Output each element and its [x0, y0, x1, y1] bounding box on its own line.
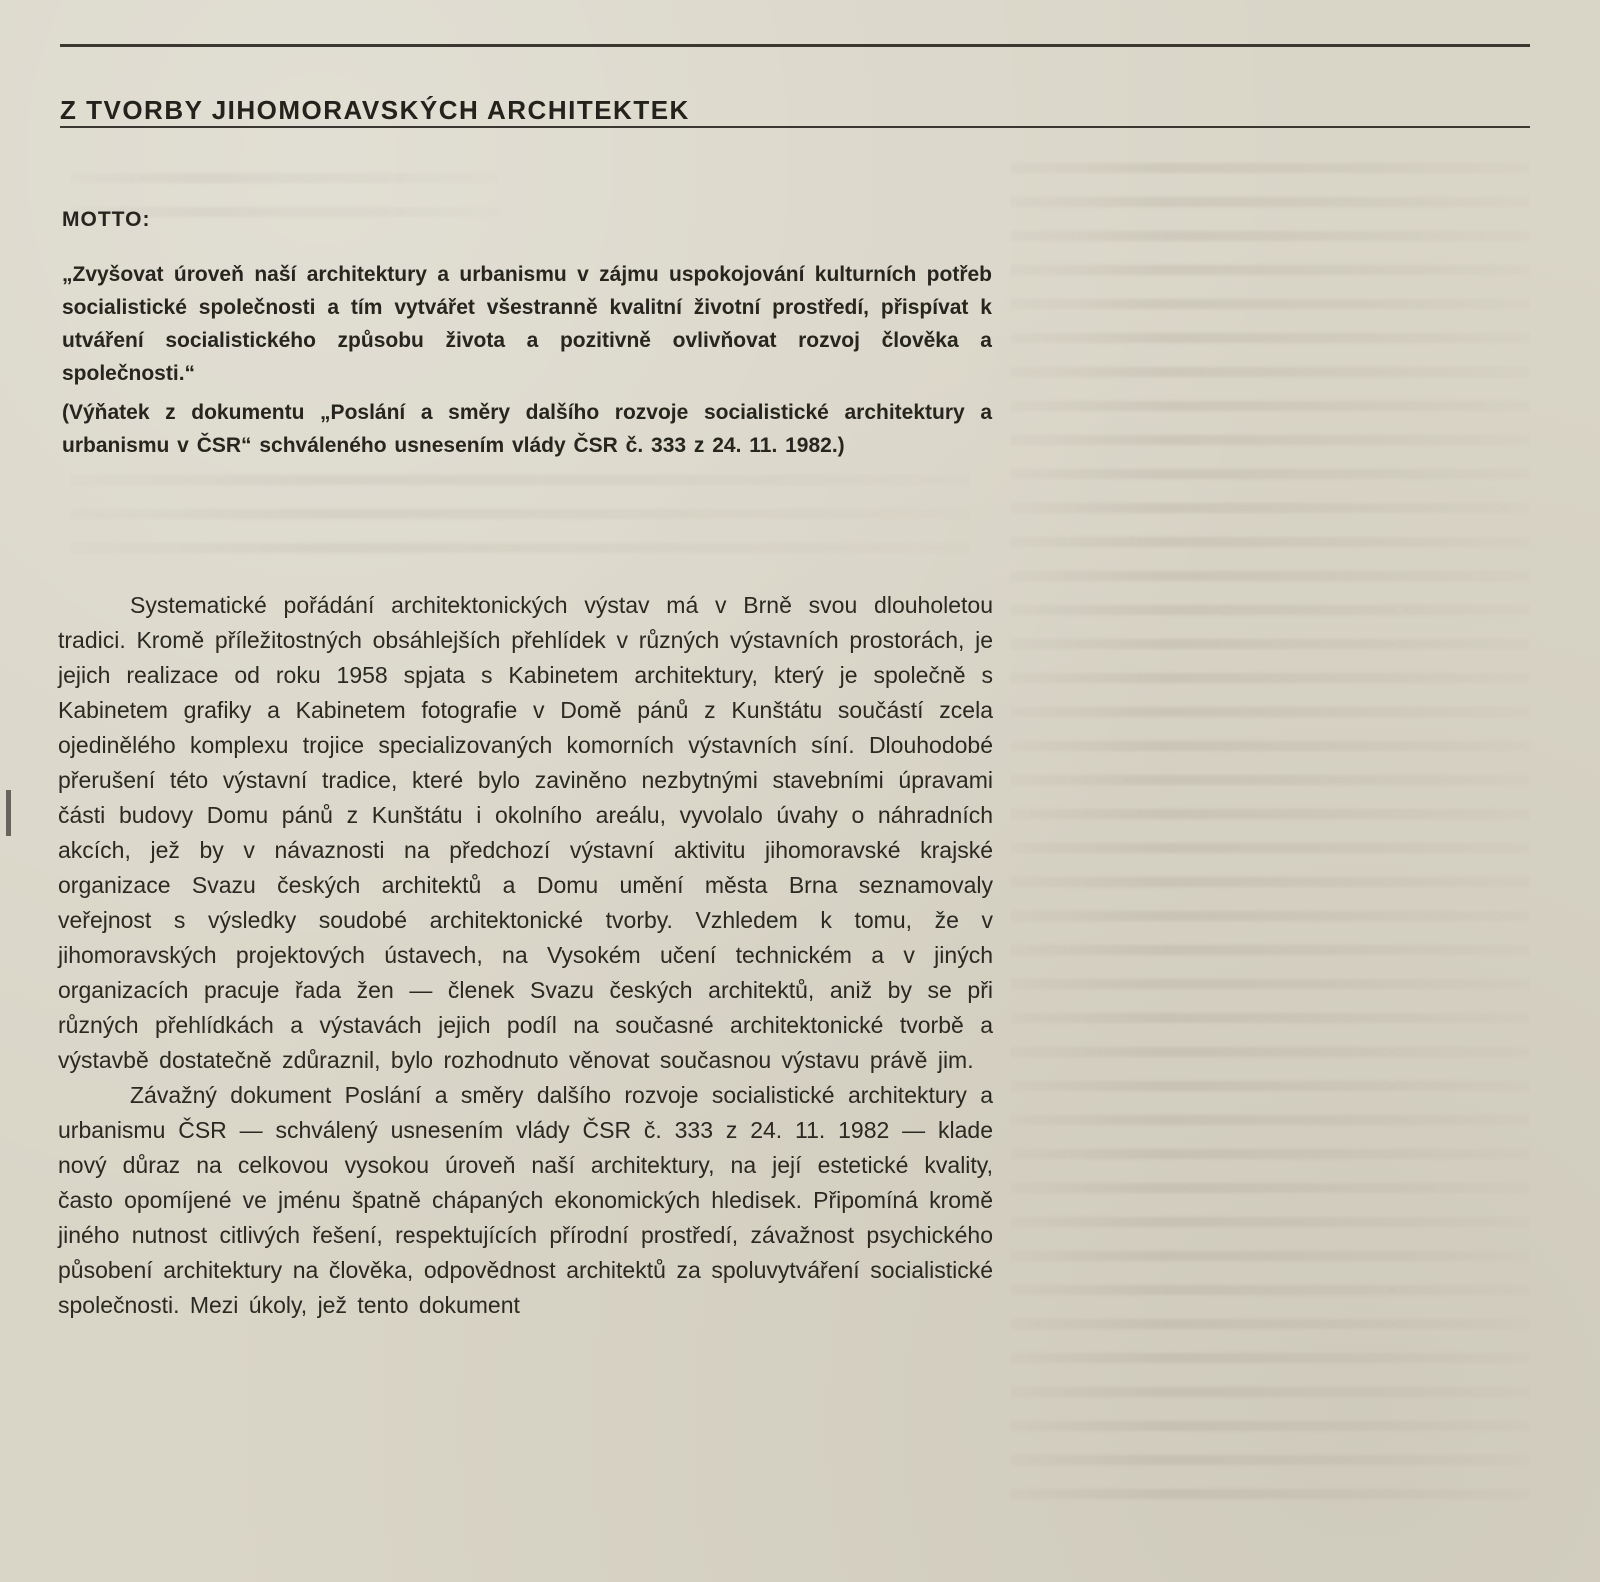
heading-rule: [60, 126, 1530, 128]
motto-quote: „Zvyšovat úroveň naší architektury a urbanismu v zájmu uspokojování kulturních potřeb socialistické společnosti a tím vytvářet všestranně kvalitní životní prostředí, přispívat k utváření socialistického způsobu života a pozitivně ovlivňovat rozvoj člověka a společnosti.“: [62, 263, 992, 385]
paragraph: Systematické pořádání architektonických výstav má v Brně svou dlouholetou tradici. Kromě příležitostných obsáhlejších přehlídek v různých výstavních prostorách, je jejich realizace od roku 1958 spjata s Kabinetem architektury, který je společně s Kabinetem grafiky a Kabinetem fotografie v Domě pánů z Kunštátu součástí zcela ojedinělého komplexu trojice specializovaných komorních výstavních síní. Dlouhodobé přerušení této výstavní tradice, které bylo zaviněno nezbytnými stavebními úpravami části budovy Domu pánů z Kunštátu i okolního areálu, vyvolalo úvahy o náhradních akcích, jež by v návaznosti na předchozí výstavní aktivitu jihomoravské krajské organizace Svazu českých architektů a Domu umění města Brna seznamovaly veřejnost s výsledky soudobé architektonické tvorby. Vzhledem k tomu, že v jihomoravských projektových ústavech, na Vysokém učení technickém a v jiných organizacích pracuje řada žen — členek Svazu českých architektů, aniž by se při různých přehlídkách a výstavách jejich podíl na současné architektonické tvorbě a výstavbě dostatečně zdůraznil, bylo rozhodnuto věnovat současnou výstavu právě jim.: [58, 592, 993, 1073]
scan-edge-mark: [6, 790, 11, 836]
body-text: [58, 588, 993, 1323]
bleedthrough-texture: [1010, 140, 1530, 1520]
paragraph: Závažný dokument Poslání a směry dalšího rozvoje socialistické architektury a urbanismu ČSR — schválený usnesením vlády ČSR č. 333 z 24. 11. 1982 — klade nový důraz na celkovou vysokou úroveň naší architektury, na její estetické kvality, často opomíjené ve jménu špatně chápaných ekonomických hledisek. Připomíná kromě jiného nutnost citlivých řešení, respektujících přírodní prostředí, závažnost psychického působení architektury na člověka, odpovědnost architektů za spoluvytváření socialistické společnosti. Mezi úkoly, jež tento dokument: [58, 1082, 993, 1318]
motto-source: (Výňatek z dokumentu „Poslání a směry dalšího rozvoje socialistické architektury a urbanismu v ČSR“ schváleného usnesením vlády ČSR č. 333 z 24. 11. 1982.): [62, 401, 992, 457]
bleedthrough-texture: [70, 452, 970, 572]
motto-label: MOTTO:: [62, 208, 151, 231]
page-title: Z TVORBY JIHOMORAVSKÝCH ARCHITEKTEK: [60, 95, 690, 126]
top-rule: [60, 44, 1530, 47]
